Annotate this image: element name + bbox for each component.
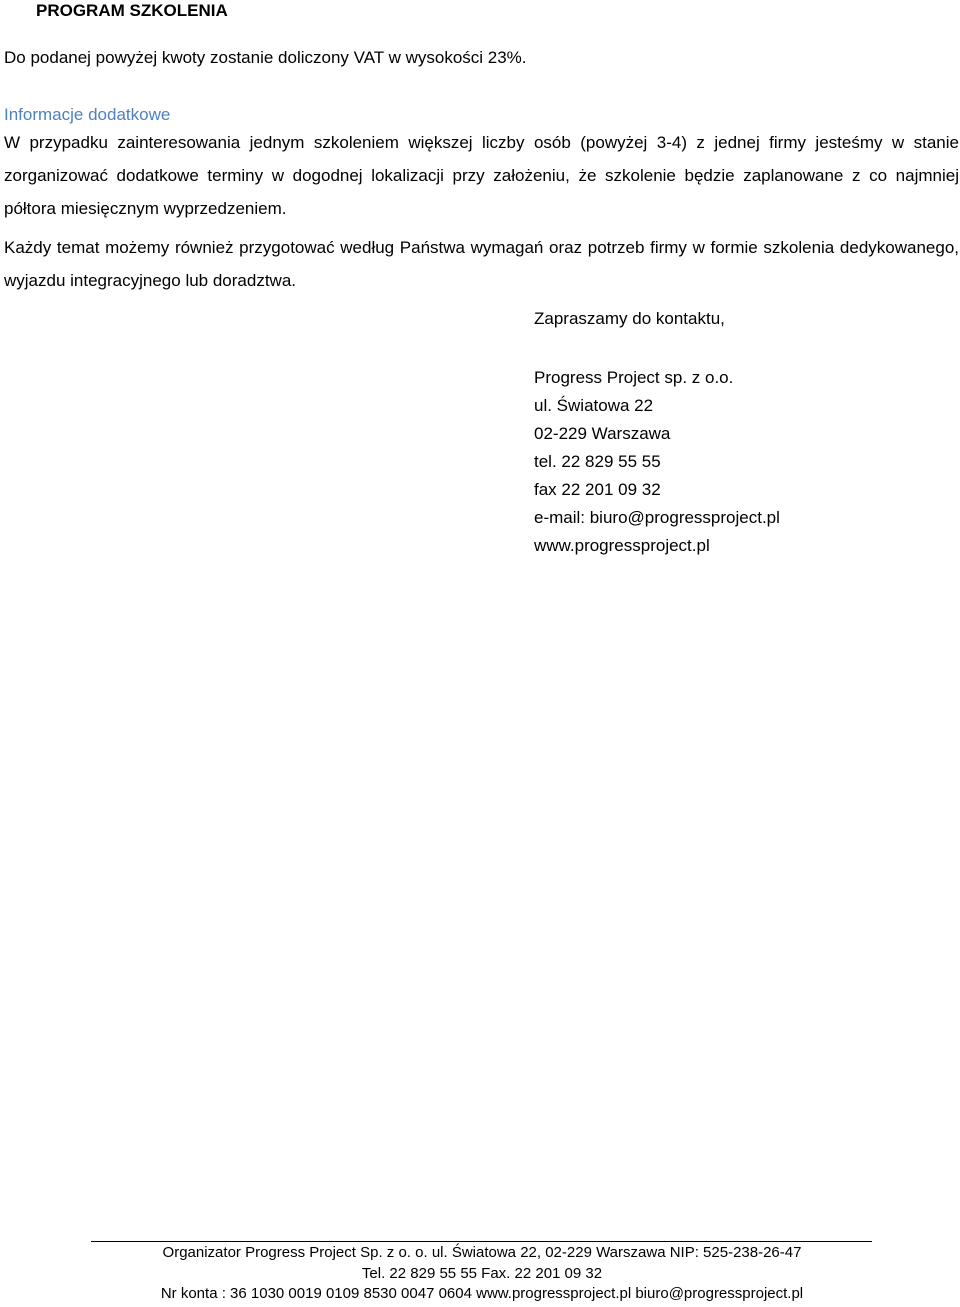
footer-phone-line: Tel. 22 829 55 55 Fax. 22 201 09 32 — [361, 1265, 603, 1282]
contact-email-link[interactable]: e-mail: biuro@progressproject.pl — [534, 508, 780, 527]
footer-account-line: Nr konta : 36 1030 0019 0109 8530 0047 0604 www.progressproject.pl biuro@progressproject.pl — [160, 1285, 804, 1302]
contact-company: Progress Project sp. z o.o. — [534, 368, 734, 387]
paragraph-additional-dates: W przypadku zainteresowania jednym szkoleniem większej liczby osób (powyżej 3-4) z jednej firmy jesteśmy w stanie zorganizować dodatkowe terminy w dogodnej lokalizacji przy założeniu, że szkolenie będzie zaplanowane z co najmniej półtora miesięcznym wyprzedzeniem. — [4, 133, 959, 218]
contact-street: ul. Światowa 22 — [534, 396, 654, 415]
section-heading: Informacje dodatkowe — [4, 105, 171, 124]
footer-organizer-line: Organizator Progress Project Sp. z o. o. ul. Światowa 22, 02-229 Warszawa NIP: 525-238-26-47 — [162, 1244, 802, 1261]
contact-block — [534, 308, 780, 560]
footer-divider — [91, 1241, 872, 1242]
contact-website-link[interactable]: www.progressproject.pl — [534, 536, 710, 555]
vat-note: Do podanej powyżej kwoty zostanie doliczony VAT w wysokości 23%. — [4, 48, 527, 67]
contact-city: 02-229 Warszawa — [534, 424, 671, 443]
contact-invite: Zapraszamy do kontaktu, — [534, 309, 725, 328]
paragraph-custom-training: Każdy temat możemy również przygotować według Państwa wymagań oraz potrzeb firmy w formie szkolenia dedykowanego, wyjazdu integracyjnego lub doradztwa. — [4, 238, 959, 290]
page-title: PROGRAM SZKOLENIA — [36, 1, 228, 20]
contact-phone: tel. 22 829 55 55 — [534, 452, 661, 471]
contact-fax: fax 22 201 09 32 — [534, 480, 661, 499]
